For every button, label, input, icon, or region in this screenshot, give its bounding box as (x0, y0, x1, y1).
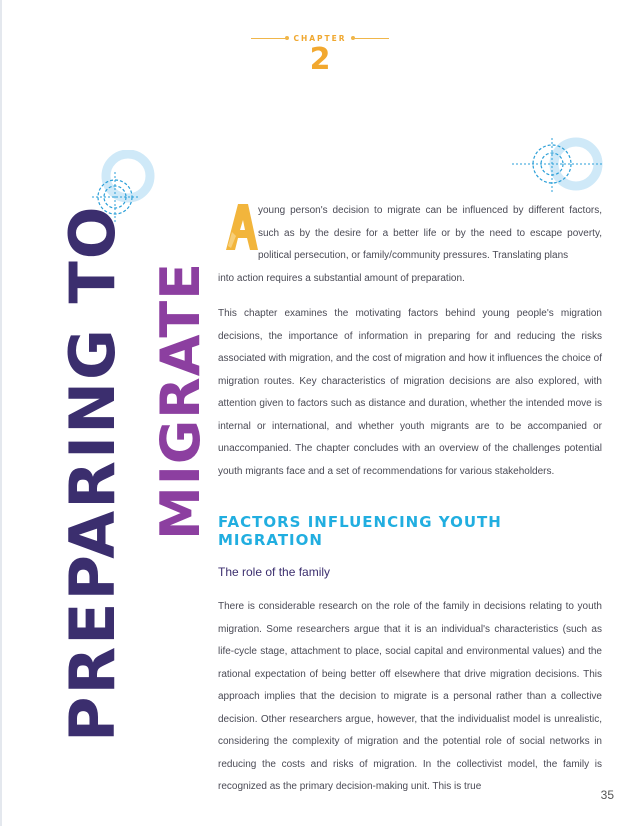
title-preparing-to: PREPARING TO (56, 204, 129, 742)
section-heading: FACTORS INFLUENCING YOUTH MIGRATION (218, 513, 502, 549)
page-number: 35 (600, 788, 614, 802)
chapter-header (250, 34, 390, 75)
intro-text-rest: into action requires a substantial amount of preparation. (218, 272, 465, 284)
chapter-label: CHAPTER (293, 34, 347, 43)
intro-paragraph (218, 200, 602, 290)
paragraph-overview: This chapter examines the motivating factors behind young people's migration decisions, the importance of information in preparing for and reducing the risks associated with migration, and the cost of migration and how it influences the choice of migration routes. Key characteristics of migration decisions are also explored, with attention given to factors such as distance and duration, whether the intended move is internal or international, and whether youth migrants are to be accompanied or unaccompanied. The chapter concludes with an overview of the challenges potential youth migrants face and a set of recommendations for various stakeholders. (218, 308, 602, 477)
drop-cap (222, 198, 260, 252)
chapter-rule-left (251, 38, 287, 39)
drop-cap-letter: A (240, 238, 242, 239)
chapter-number: 2 (309, 42, 331, 77)
title-migrate: MIGRATE (149, 261, 212, 540)
main-text (218, 200, 602, 799)
target-circles-icon (512, 134, 608, 200)
page-edge (0, 0, 2, 826)
paragraph-family-role: There is considerable research on the role of the family in decisions relating to youth migration. Some researchers argue that it is an individual's characteristics (such as life-cycle stage, attachment to place, social capital and environmental values) and the rational expectation of being better off elsewhere that drive migration decisions. This approach implies that the decision to migrate is a personal rather than a collective decision. Other researchers argue, however, that the individualist model is unrealistic, considering the complexity of migration and the potential role of social networks in reducing the costs and risks of migration. In the collectivist model, the family is recognized as the primary decision-making unit. This is true (218, 601, 602, 792)
intro-text-first: young person's decision to migrate can be influenced by different factors, such as by the desire for a better life or by the need to escape poverty, political persecution, or family/community pressures. Translating plans (258, 205, 602, 261)
chapter-rule-right (353, 38, 389, 39)
subsection-heading: The role of the family (218, 565, 331, 579)
